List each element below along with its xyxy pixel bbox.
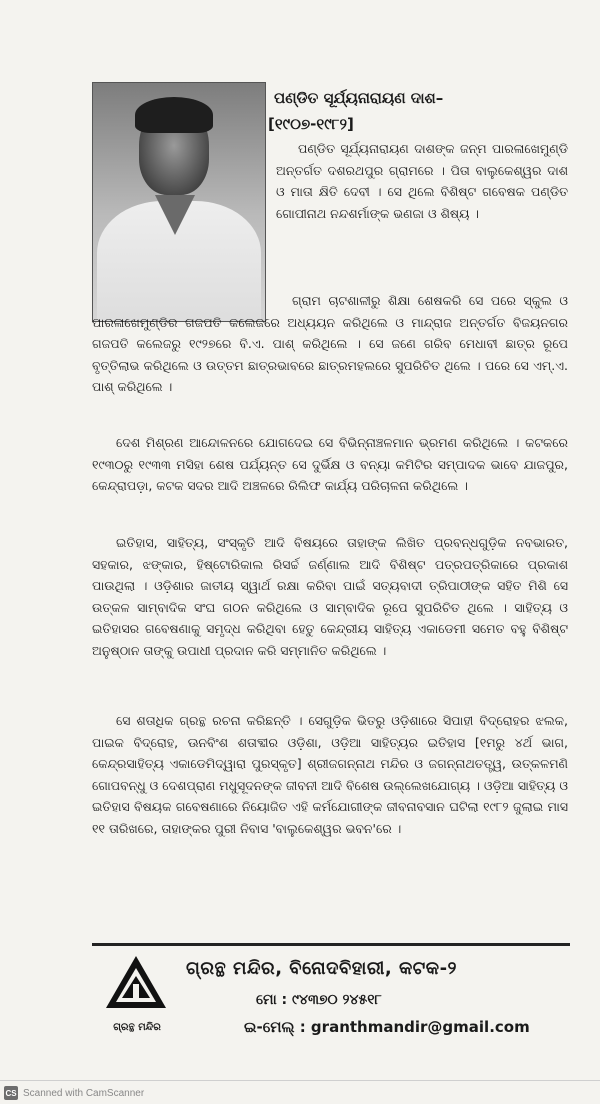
publisher-divider [92,943,570,946]
author-years: [୧୯୦୭-୧୯୮୨] [268,115,354,133]
bio-paragraph: ଦେଶ ମିଶ୍ରଣ ଆନ୍ଦୋଳନରେ ଯୋଗଦେଇ ସେ ବିଭିନ୍ନାଞ୍ଚଳମାନ ଭ୍ରମଣ କରିଥିଲେ । କଟକରେ ୧୯୩୦ରୁ ୧୯୩୩ ମସିହା ଶେଷ ପର୍ଯ୍ୟନ୍ତ ସେ ଦୁର୍ଭିକ୍ଷ ଓ ବନ୍ୟା କମିଟିର ସମ୍ପାଦକ ଭାବେ ଯାଜପୁର, କେନ୍ଦ୍ରାପଡ଼ା, କଟକ ସଦର ଆଦି ଅଞ୍ଚଳରେ ରିଲିଫ କାର୍ଯ୍ୟ ପରିଚାଳନା କରିଥିଲେ । [92,435,568,493]
publisher-email: ଇ-ମେଲ୍ : granthmandir@gmail.com [244,1018,530,1036]
publisher-logo-icon [104,954,168,1012]
bio-paragraph: ଇତିହାସ, ସାହିତ୍ୟ, ସଂସ୍କୃତି ଆଦି ବିଷୟରେ ତାହାଙ୍କ ଲିଖିତ ପ୍ରବନ୍ଧଗୁଡ଼ିକ ନବଭାରତ, ସହକାର, ଝଙ୍କାର, ହିଷ୍ଟୋରିକାଲ ରିସର୍ଚ୍ଚ ଜର୍ଣ୍ଣାଲ ଆଦି ବିଶିଷ୍ଟ ପତ୍ରପତ୍ରିକାରେ ପ୍ରକାଶ ପାଉଥିଲା । ଓଡ଼ିଶାର ଜାତୀୟ ସ୍ୱାର୍ଥ ରକ୍ଷା କରିବା ପାଇଁ ସତ୍ୟବାଦୀ ତ୍ରିପାଠୀଙ୍କ ସହିତ ମିଶି ସେ ଉତ୍କଳ ସାମ୍ବାଦିକ ସଂଘ ଗଠନ କରିଥିଲେ ଓ ସାମ୍ବାଦିକ ରୂପେ ସୁପରିଚିତ ଥିଲେ । ସାହିତ୍ୟ ଓ ଇତିହାସର ଗବେଷଣାକୁ ସମୃଦ୍ଧ କରିଥିବା ହେତୁ କେନ୍ଦ୍ରୀୟ ସାହିତ୍ୟ ଏକାଡେମୀ ସମେତ ବହୁ ବିଶିଷ୍ଟ ଅନୁଷ୍ଠାନ ତାଙ୍କୁ ଉପାଧୀ ପ୍ରଦାନ କରି ସମ୍ମାନିତ କରିଥିଲେ । [92,535,568,658]
scan-footer-line [0,1080,600,1081]
bio-paragraph: ସେ ଶତାଧିକ ଗ୍ରନ୍ଥ ରଚନା କରିଛନ୍ତି । ସେଗୁଡ଼ିକ ଭିତରୁ ଓଡ଼ିଶାରେ ସିପାହୀ ବିଦ୍ରୋହର ଝଲକ, ପାଇକ ବିଦ୍ରୋହ, ଊନବିଂଶ ଶତାବ୍ଦୀର ଓଡ଼ିଶା, ଓଡ଼ିଆ ସାହିତ୍ୟର ଇତିହାସ [୧ମରୁ ୪ର୍ଥ ଭାଗ, କେନ୍ଦ୍ରସାହିତ୍ୟ ଏକାଡେମିଦ୍ୱାରା ପୁରସ୍କୃତ] ଶ୍ରୀଜଗନ୍ନାଥ ମନ୍ଦିର ଓ ଜଗନ୍ନାଥତତ୍ତ୍ୱ, ଉତ୍କଳମଣି ଗୋପବନ୍ଧୁ ଓ ଦେଶପ୍ରାଣ ମଧୁସୂଦନଙ୍କ ଜୀବନୀ ଆଦି ବିଶେଷ ଉଲ୍ଲେଖଯୋଗ୍ୟ । ଓଡ଼ିଆ ସାହିତ୍ୟ ଓ ଇତିହାସ ବିଷୟକ ଗବେଷଣାରେ ନିୟୋଜିତ ଏହି କର୍ମଯୋଗୀଙ୍କ ଜୀବନାବସାନ ଘଟିଲା ୧୯୮୨ ଜୁଲାଇ ମାସ ୧୧ ତାରିଖରେ, ତାହାଙ୍କର ପୁରୀ ନିବାସ 'ବାଲୁକେଶ୍ୱର ଭବନ'ରେ । [92,713,568,836]
scanner-watermark [4,1086,144,1100]
bio-paragraph: ପଣ୍ଡିତ ସୂର୍ଯ୍ୟନାରାୟଣ ଦାଶଙ୍କ ଜନ୍ମ ପାରଳାଖେମୁଣ୍ଡି ଅନ୍ତର୍ଗତ ଦଶରଥପୁର ଗ୍ରାମରେ । ପିତା ବାଲୁକେଶ୍ୱର ଦାଶ ଓ ମାତା କ୍ଷିତି ଦେବୀ । ସେ ଥିଲେ ବିଶିଷ୍ଟ ଗବେଷକ ପଣ୍ଡିତ ଗୋପୀନାଥ ନନ୍ଦଶର୍ମାଙ୍କ ଭଣଜା ଓ ଶିଷ୍ୟ । [276,141,568,221]
scanner-label: Scanned with CamScanner [23,1087,145,1099]
author-portrait [92,82,266,322]
publisher-logo-label: ଗ୍ରନ୍ଥ ମନ୍ଦିର [113,1022,161,1033]
bio-paragraph: ଗ୍ରାମ ଚାଟଶାଳୀରୁ ଶିକ୍ଷା ଶେଷକରି ସେ ପରେ ସ୍କୁଲ ଓ ପାରଳାଖେମୁଣ୍ଡିର ଗଜପତି କଲେଜରେ ଅଧ୍ୟୟନ କରିଥିଲେ ଓ ମାନ୍ଦ୍ରାଜ ଅନ୍ତର୍ଗତ ବିଜୟନଗର ଗଜପତି କଲେଜରୁ ୧୯୨୭ରେ ବି.ଏ. ପାଶ୍ କରିଥିଲେ । ସେ ଜଣେ ଗରିବ ମେଧାବୀ ଛାତ୍ର ରୂପେ ବୃତ୍ତିଲାଭ କରିଥିଲେ ଓ ଉତ୍ତମ ଛାତ୍ରଭାବରେ ଛାତ୍ରମହଲରେ ସୁପରିଚିତ ଥିଲେ । ପରେ ସେ ଏମ୍.ଏ. ପାଶ୍ କରିଥିଲେ । [92,293,568,394]
camscanner-icon: CS [4,1086,18,1100]
author-title: ପଣ୍ଡିତ ସୂର୍ଯ୍ୟନାରାୟଣ ଦାଶ– [274,89,444,107]
publisher-phone: ମୋ : ୯୪୩୭୦ ୨୪୫୧୮ [256,992,382,1008]
publisher-name: ଗ୍ରନ୍ଥ ମନ୍ଦିର, ବିନୋଦବିହାରୀ, କଟକ-୨ [186,958,458,979]
